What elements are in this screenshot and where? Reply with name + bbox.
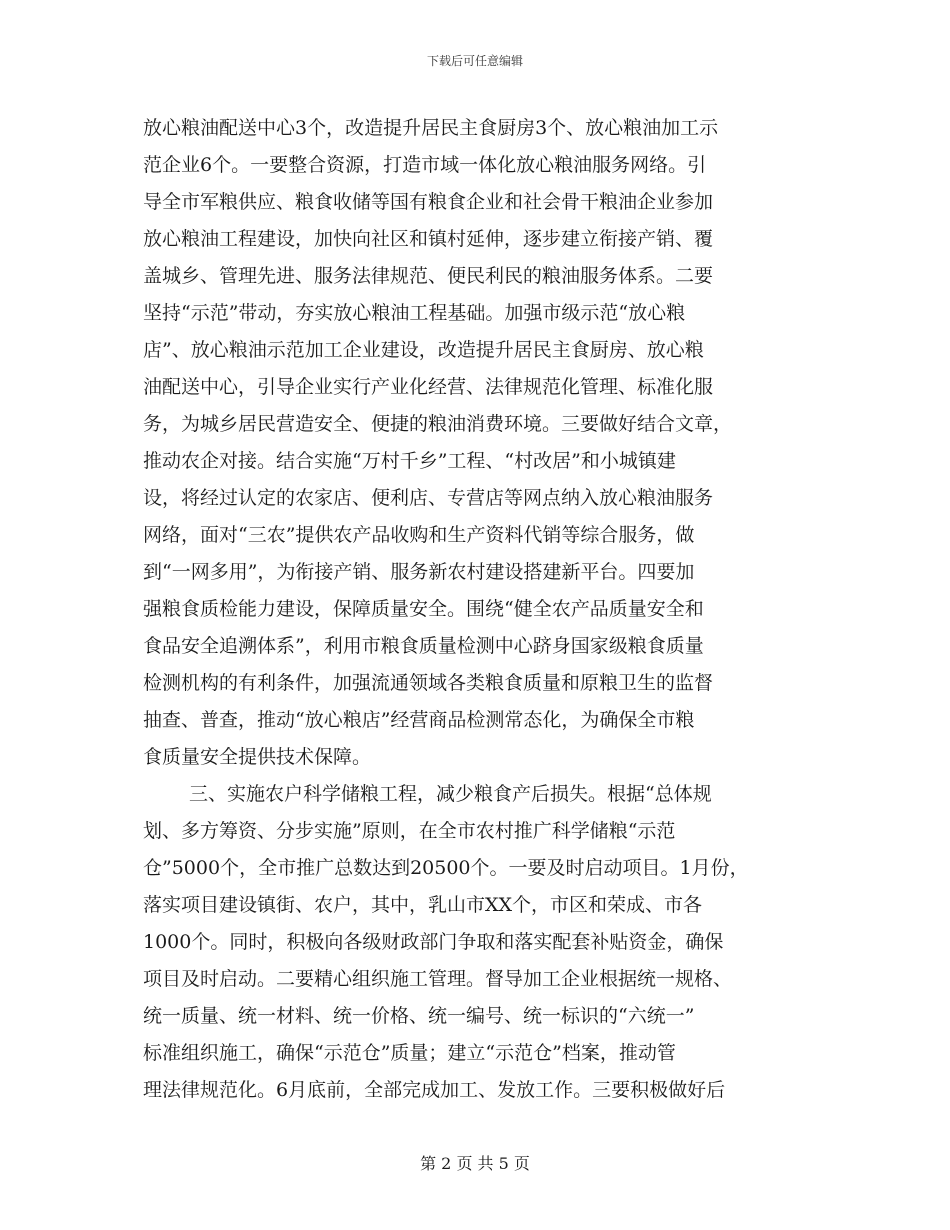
- text-line: 检测机构的有利条件，加强流通领域各类粮食质量和原粮卫生的监督: [143, 672, 714, 694]
- text-line: 理法律规范化。6月底前，全部完成加工、发放工作。三要积极做好后: [143, 1079, 726, 1101]
- text-line: 设，将经过认定的农家店、便利店、专营店等网点纳入放心粮油服务: [143, 487, 714, 509]
- text-line: 坚持“示范”带动，夯实放心粮油工程基础。加强市级示范“放心粮: [143, 302, 686, 324]
- text-line: 仓”5000个，全市推广总数达到20500个。一要及时启动项目。1月份，: [143, 857, 749, 879]
- text-line: 导全市军粮供应、粮食收储等国有粮食企业和社会骨干粮油企业参加: [143, 191, 714, 213]
- text-line: 1000个。同时，积极向各级财政部门争取和落实配套补贴资金，确保: [143, 931, 724, 953]
- document-body: [143, 110, 823, 1109]
- text-line: 油配送中心，引导企业实行产业化经营、法律规范化管理、标准化服: [143, 376, 714, 398]
- text-line: 食品安全追溯体系”，利用市粮食质量检测中心跻身国家级粮食质量: [143, 635, 704, 657]
- paragraph-start-line: 三、实施农户科学储粮工程，减少粮食产后损失。根据“总体规: [189, 783, 712, 805]
- text-line: 店”、放心粮油示范加工企业建设，改造提升居民主食厨房、放心粮: [143, 339, 704, 361]
- text-line: 食质量安全提供技术保障。: [143, 746, 372, 768]
- text-line: 推动农企对接。结合实施“万村千乡”工程、“村改居”和小城镇建: [143, 450, 676, 472]
- text-line: 放心粮油工程建设，加快向社区和镇村延伸，逐步建立衔接产销、覆: [143, 228, 714, 250]
- text-line: 网络，面对“三农”提供农产品收购和生产资料代销等综合服务，做: [143, 524, 695, 546]
- text-line: 务，为城乡居民营造安全、便捷的粮油消费环境。三要做好结合文章，: [143, 413, 733, 435]
- text-line: 标准组织施工，确保“示范仓”质量；建立“示范仓”档案，推动管: [143, 1042, 676, 1064]
- text-line: 项目及时启动。二要精心组织施工管理。督导加工企业根据统一规格、: [143, 968, 733, 990]
- text-line: 放心粮油配送中心3个，改造提升居民主食厨房3个、放心粮油加工示: [143, 117, 719, 139]
- page-header: 下载后可任意编辑: [426, 54, 523, 68]
- text-line: 盖城乡、管理先进、服务法律规范、便民利民的粮油服务体系。二要: [143, 265, 714, 287]
- text-line: 范企业6个。一要整合资源，打造市域一体化放心粮油服务网络。引: [143, 154, 707, 176]
- text-line: 划、多方筹资、分步实施”原则，在全市农村推广科学储粮“示范: [143, 820, 676, 842]
- text-line: 强粮食质检能力建设，保障质量安全。围绕“健全农产品质量安全和: [143, 598, 704, 620]
- text-line: 抽查、普查，推动“放心粮店”经营商品检测常态化，为确保全市粮: [143, 709, 695, 731]
- page-number-footer: 第 2 页 共 5 页: [420, 1154, 530, 1173]
- text-line: 落实项目建设镇街、农户，其中，乳山市XX个，市区和荣成、市各: [143, 894, 703, 916]
- text-line: 到“一网多用”，为衔接产销、服务新农村建设搭建新平台。四要加: [143, 561, 695, 583]
- text-line: 统一质量、统一材料、统一价格、统一编号、统一标识的“六统一”: [143, 1005, 695, 1027]
